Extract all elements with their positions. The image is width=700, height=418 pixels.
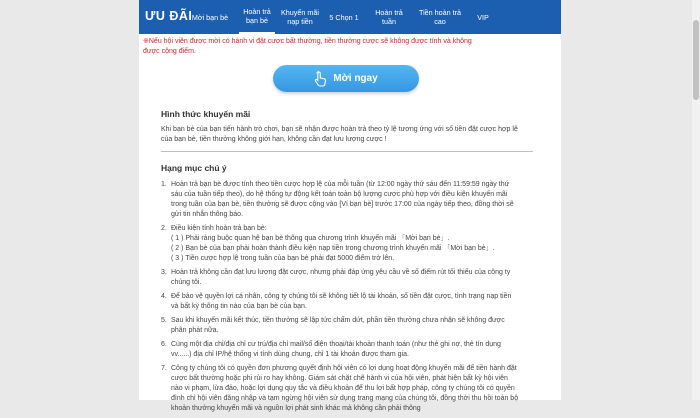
rule-text: Công ty chúng tôi có quyền đơn phương quyết định hội viên có lợi dụng hoạt động khuyến mãi để tiền hành đặt cược bất thường hoặc phi rủi ro hay không. Giám sát chặt chẽ hành vi của hội viên, phát hiện bất kỳ hội viên nào vi phạm, lừa đảo, hoặc lợi dụng quy tắc và điều khoản để thu lợi bất hợp pháp, công ty chúng tôi có quyền đình chỉ hội viên đăng nhập và tạm ngừng hội viên sử dụng trang mạng của chúng tôi, đồng thời thu hồi toàn bộ khoản thưởng khuyến mãi và nguồn lợi phát sinh khác mà không cần phải thông xyxy=(171,365,519,412)
rule-number: 7. xyxy=(161,365,167,372)
main-content xyxy=(139,34,561,412)
tab-label: 5 Chọn 1 xyxy=(329,12,359,22)
rule-body xyxy=(171,292,519,312)
rule-number: 6. xyxy=(161,341,167,348)
warning-notice: ※Nếu hội viên được mời có hành vi đặt cược bất thường, tiền thưởng cược sẽ không được tính và không được cộng điểm. xyxy=(143,38,472,55)
rule-body xyxy=(171,224,495,264)
tab-label: Mời bạn bè xyxy=(191,12,229,22)
rule-number: 4. xyxy=(161,293,167,300)
tab-moi-ban-be[interactable] xyxy=(185,0,235,34)
rules-list xyxy=(161,180,519,418)
rule-item xyxy=(161,224,519,264)
tab-label: Hoàn trả tuần xyxy=(375,8,403,26)
invite-button-label: Mời ngay xyxy=(333,73,378,84)
tab-khuyen-mai-nap-tien[interactable] xyxy=(279,0,321,34)
rule-text: Cùng một địa chỉ/địa chỉ cư trú/địa chỉ mail/số điện thoại/tài khoản thanh toán (như thẻ ghi nợ, thẻ tín dụng vv......) địa chỉ IP/hệ thống vi tính dùng chung, chỉ 1 tài khoản được tham gia. xyxy=(171,341,501,358)
brand-title: ƯU ĐÃI xyxy=(145,9,193,23)
rule-subitem: ( 2 ) Bạn bè của bạn phải hoàn thành điều kiện nạp tiền trong chương trình khuyến mãi 「Mời bạn bè」. xyxy=(171,245,495,252)
rule-body xyxy=(171,180,519,220)
rule-text: Để bảo vệ quyền lợi cá nhân, công ty chúng tôi sẽ không tiết lộ tài khoản, số tiền đặt cược, tình trạng nạp tiền và bất kỳ thông tin nào của bạn bè của bạn. xyxy=(171,293,512,310)
tab-hoan-tra-tuan[interactable] xyxy=(371,0,407,34)
rules-section-title: Hạng mục chú ý xyxy=(161,163,227,173)
rule-text: Hoàn trả không cần đạt lưu lượng đặt cược, nhưng phải đáp ứng yêu cầu về số điểm rút tối thiểu của công ty chúng tôi. xyxy=(171,269,511,286)
rule-item xyxy=(161,316,519,336)
rule-number: 2. xyxy=(161,225,167,232)
top-nav-bar xyxy=(139,0,561,34)
rule-body xyxy=(171,268,519,288)
rule-subitem: ( 3 ) Tiền cược hợp lệ trong tuần của bạn bè phải đạt 5000 điểm trở lên. xyxy=(171,255,395,262)
tab-tien-hoan-tra-cao[interactable] xyxy=(417,0,463,34)
rule-number: 1. xyxy=(161,181,167,188)
rule-text: Điều kiện tính hoàn trả bạn bè: xyxy=(171,225,267,232)
rule-text: Hoàn trả bạn bè được tính theo tiền cược hợp lệ của mỗi tuần (từ 12:00 ngày thứ sáu đến 11:59:59 ngày thứ sáu của tuần tiếp theo), do hệ thống tự động kết toán toàn bộ lượng cược phù hợp với điều kiện khuyến mãi trong tuần của bạn bè, tiền thưởng sẽ được cộng vào [Ví bạn bè] trước 17:00 của ngày tiếp theo, đồng thời sẽ gửi tin nhắn thông báo. xyxy=(171,181,514,218)
scrollbar-thumb[interactable] xyxy=(693,20,699,100)
rule-body xyxy=(171,364,519,414)
tab-hoan-tra-ban-be[interactable] xyxy=(239,0,275,34)
rule-item xyxy=(161,364,519,414)
tab-label: Tiền hoàn trả cao xyxy=(418,8,462,26)
rule-subitem: ( 1 ) Phải ràng buộc quan hệ bạn bè thông qua chương trình khuyến mãi 「Mời bạn bè」. xyxy=(171,235,450,242)
tab-5-chon-1[interactable] xyxy=(325,0,363,34)
tab-label: Hoàn trả bạn bè xyxy=(243,7,271,25)
rule-item xyxy=(161,268,519,288)
rule-item xyxy=(161,180,519,220)
page-scrollbar[interactable] xyxy=(692,0,700,400)
rule-number: 3. xyxy=(161,269,167,276)
rule-body xyxy=(171,340,519,360)
rule-body xyxy=(171,316,519,336)
invite-now-button[interactable] xyxy=(273,65,419,92)
promo-form-description: Khi bạn bè của bạn tiến hành trò chơi, bạn sẽ nhận được hoàn trả theo tỷ lệ tương ứng với số tiền đặt cược hợp lệ của bạn bè, tiền thưởng không giới hạn, không cần đạt lưu lượng cược ! xyxy=(161,126,518,143)
promo-page xyxy=(139,0,561,412)
rule-number: 5. xyxy=(161,317,167,324)
tab-label: VIP xyxy=(477,12,489,22)
rule-text: Sau khi khuyến mãi kết thúc, tiền thưởng sẽ lập tức chấm dứt, phần tiền thưởng chưa nhận sẽ không được phân phát nữa. xyxy=(171,317,505,334)
tab-vip[interactable] xyxy=(469,0,497,34)
rule-item xyxy=(161,340,519,360)
hand-pointer-icon xyxy=(314,71,328,87)
section-divider xyxy=(161,151,533,152)
rule-item xyxy=(161,292,519,312)
promo-form-title: Hình thức khuyến mãi xyxy=(161,109,251,119)
tab-label: Khuyến mãi nạp tiền xyxy=(281,8,319,26)
